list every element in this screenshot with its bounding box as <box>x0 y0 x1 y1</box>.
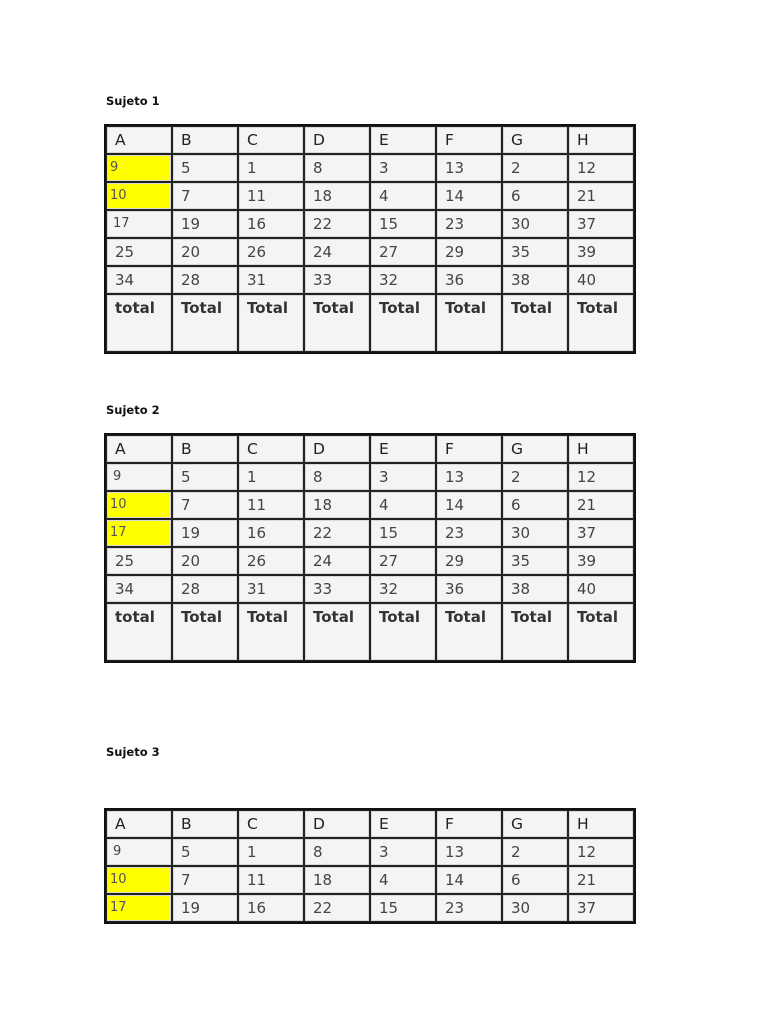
table-cell: 1 <box>238 463 304 491</box>
table-cell: 24 <box>304 547 370 575</box>
header-cell: E <box>370 810 436 838</box>
table-cell: 12 <box>568 463 634 491</box>
table-row <box>106 491 634 519</box>
total-cell: Total <box>370 603 436 661</box>
table-cell: 23 <box>436 210 502 238</box>
table-cell: 39 <box>568 547 634 575</box>
table-1 <box>104 124 636 354</box>
table-cell: 12 <box>568 154 634 182</box>
total-cell: Total <box>238 294 304 352</box>
total-cell: Total <box>502 294 568 352</box>
table-cell: 8 <box>304 463 370 491</box>
total-cell: Total <box>172 294 238 352</box>
total-cell: Total <box>304 603 370 661</box>
table-row <box>106 463 634 491</box>
table-cell: 23 <box>436 894 502 922</box>
highlighted-cell: 10 <box>106 866 172 894</box>
table-cell: 6 <box>502 491 568 519</box>
table-row <box>106 154 634 182</box>
table-cell: 1 <box>238 154 304 182</box>
table-cell: 30 <box>502 210 568 238</box>
header-cell: E <box>370 126 436 154</box>
table-3 <box>104 808 636 924</box>
total-cell: Total <box>238 603 304 661</box>
table-cell: 13 <box>436 838 502 866</box>
table-row <box>106 894 634 922</box>
total-cell: Total <box>502 603 568 661</box>
table-cell: 7 <box>172 182 238 210</box>
total-cell: Total <box>568 294 634 352</box>
table-cell: 14 <box>436 491 502 519</box>
table-cell: 34 <box>106 575 172 603</box>
table-cell: 25 <box>106 238 172 266</box>
table-cell: 16 <box>238 210 304 238</box>
highlighted-cell: 10 <box>106 182 172 210</box>
table-header-row <box>106 126 634 154</box>
header-cell: F <box>436 810 502 838</box>
header-cell: D <box>304 126 370 154</box>
table-cell: 19 <box>172 894 238 922</box>
table-2-title: Sujeto 2 <box>106 403 160 417</box>
table-cell: 15 <box>370 210 436 238</box>
table-cell: 27 <box>370 547 436 575</box>
table-cell: 1 <box>238 838 304 866</box>
table-cell: 20 <box>172 547 238 575</box>
table-cell: 31 <box>238 575 304 603</box>
header-cell: C <box>238 126 304 154</box>
table-cell: 29 <box>436 238 502 266</box>
table-cell: 2 <box>502 838 568 866</box>
table-header-row <box>106 810 634 838</box>
table-cell: 9 <box>106 838 172 866</box>
total-cell: Total <box>370 294 436 352</box>
table-row <box>106 210 634 238</box>
total-cell: Total <box>304 294 370 352</box>
table-row <box>106 182 634 210</box>
table-cell: 35 <box>502 238 568 266</box>
header-cell: E <box>370 435 436 463</box>
totals-row <box>106 603 634 661</box>
header-cell: H <box>568 435 634 463</box>
table-cell: 29 <box>436 547 502 575</box>
table-cell: 21 <box>568 491 634 519</box>
table-cell: 26 <box>238 238 304 266</box>
table-cell: 18 <box>304 491 370 519</box>
table-row <box>106 519 634 547</box>
header-cell: F <box>436 126 502 154</box>
table-cell: 14 <box>436 182 502 210</box>
table-cell: 28 <box>172 575 238 603</box>
highlighted-cell: 9 <box>106 154 172 182</box>
table-cell: 7 <box>172 866 238 894</box>
table-cell: 37 <box>568 210 634 238</box>
table-cell: 22 <box>304 519 370 547</box>
table-cell: 24 <box>304 238 370 266</box>
table-cell: 5 <box>172 154 238 182</box>
table-cell: 2 <box>502 463 568 491</box>
table-cell: 11 <box>238 182 304 210</box>
table-cell: 3 <box>370 838 436 866</box>
table-cell: 12 <box>568 838 634 866</box>
table-cell: 4 <box>370 182 436 210</box>
header-cell: A <box>106 435 172 463</box>
table-cell: 38 <box>502 266 568 294</box>
table-cell: 37 <box>568 894 634 922</box>
table-cell: 20 <box>172 238 238 266</box>
header-cell: G <box>502 435 568 463</box>
table-cell: 15 <box>370 519 436 547</box>
table-cell: 26 <box>238 547 304 575</box>
highlighted-cell: 17 <box>106 519 172 547</box>
table-cell: 21 <box>568 866 634 894</box>
table-cell: 8 <box>304 838 370 866</box>
table-3-title: Sujeto 3 <box>106 745 160 759</box>
table-row <box>106 838 634 866</box>
table-1-title: Sujeto 1 <box>106 94 160 108</box>
table-cell: 6 <box>502 182 568 210</box>
table-cell: 40 <box>568 575 634 603</box>
header-cell: D <box>304 435 370 463</box>
table-cell: 13 <box>436 154 502 182</box>
table-cell: 32 <box>370 575 436 603</box>
table-cell: 15 <box>370 894 436 922</box>
table-cell: 30 <box>502 519 568 547</box>
header-cell: A <box>106 810 172 838</box>
table-row <box>106 238 634 266</box>
table-header-row <box>106 435 634 463</box>
table-cell: 38 <box>502 575 568 603</box>
table-cell: 31 <box>238 266 304 294</box>
table-cell: 16 <box>238 519 304 547</box>
table-cell: 9 <box>106 463 172 491</box>
table-cell: 13 <box>436 463 502 491</box>
table-cell: 3 <box>370 463 436 491</box>
table-cell: 21 <box>568 182 634 210</box>
table-cell: 2 <box>502 154 568 182</box>
table-cell: 27 <box>370 238 436 266</box>
table-cell: 16 <box>238 894 304 922</box>
header-cell: B <box>172 435 238 463</box>
table-cell: 5 <box>172 463 238 491</box>
header-cell: C <box>238 435 304 463</box>
table-cell: 28 <box>172 266 238 294</box>
table-cell: 5 <box>172 838 238 866</box>
table-cell: 36 <box>436 575 502 603</box>
table-cell: 22 <box>304 210 370 238</box>
table-cell: 37 <box>568 519 634 547</box>
totals-row <box>106 294 634 352</box>
table-row <box>106 866 634 894</box>
table-cell: 33 <box>304 266 370 294</box>
total-cell: Total <box>568 603 634 661</box>
table-cell: 32 <box>370 266 436 294</box>
table-cell: 33 <box>304 575 370 603</box>
header-cell: G <box>502 126 568 154</box>
table-2 <box>104 433 636 663</box>
total-cell: total <box>106 603 172 661</box>
table-row <box>106 266 634 294</box>
table-cell: 19 <box>172 210 238 238</box>
table-cell: 11 <box>238 491 304 519</box>
table-cell: 4 <box>370 491 436 519</box>
header-cell: A <box>106 126 172 154</box>
header-cell: H <box>568 810 634 838</box>
table-cell: 17 <box>106 210 172 238</box>
highlighted-cell: 17 <box>106 894 172 922</box>
header-cell: F <box>436 435 502 463</box>
table-cell: 11 <box>238 866 304 894</box>
table-cell: 23 <box>436 519 502 547</box>
table-cell: 34 <box>106 266 172 294</box>
header-cell: C <box>238 810 304 838</box>
table-cell: 40 <box>568 266 634 294</box>
table-cell: 39 <box>568 238 634 266</box>
table-cell: 6 <box>502 866 568 894</box>
table-cell: 18 <box>304 182 370 210</box>
table-cell: 3 <box>370 154 436 182</box>
table-cell: 4 <box>370 866 436 894</box>
total-cell: total <box>106 294 172 352</box>
table-row <box>106 575 634 603</box>
table-cell: 8 <box>304 154 370 182</box>
table-cell: 30 <box>502 894 568 922</box>
header-cell: H <box>568 126 634 154</box>
table-cell: 19 <box>172 519 238 547</box>
header-cell: G <box>502 810 568 838</box>
header-cell: D <box>304 810 370 838</box>
highlighted-cell: 10 <box>106 491 172 519</box>
header-cell: B <box>172 126 238 154</box>
total-cell: Total <box>436 294 502 352</box>
table-cell: 14 <box>436 866 502 894</box>
table-cell: 18 <box>304 866 370 894</box>
total-cell: Total <box>172 603 238 661</box>
table-cell: 7 <box>172 491 238 519</box>
header-cell: B <box>172 810 238 838</box>
table-row <box>106 547 634 575</box>
total-cell: Total <box>436 603 502 661</box>
table-cell: 25 <box>106 547 172 575</box>
table-cell: 36 <box>436 266 502 294</box>
table-cell: 35 <box>502 547 568 575</box>
table-cell: 22 <box>304 894 370 922</box>
